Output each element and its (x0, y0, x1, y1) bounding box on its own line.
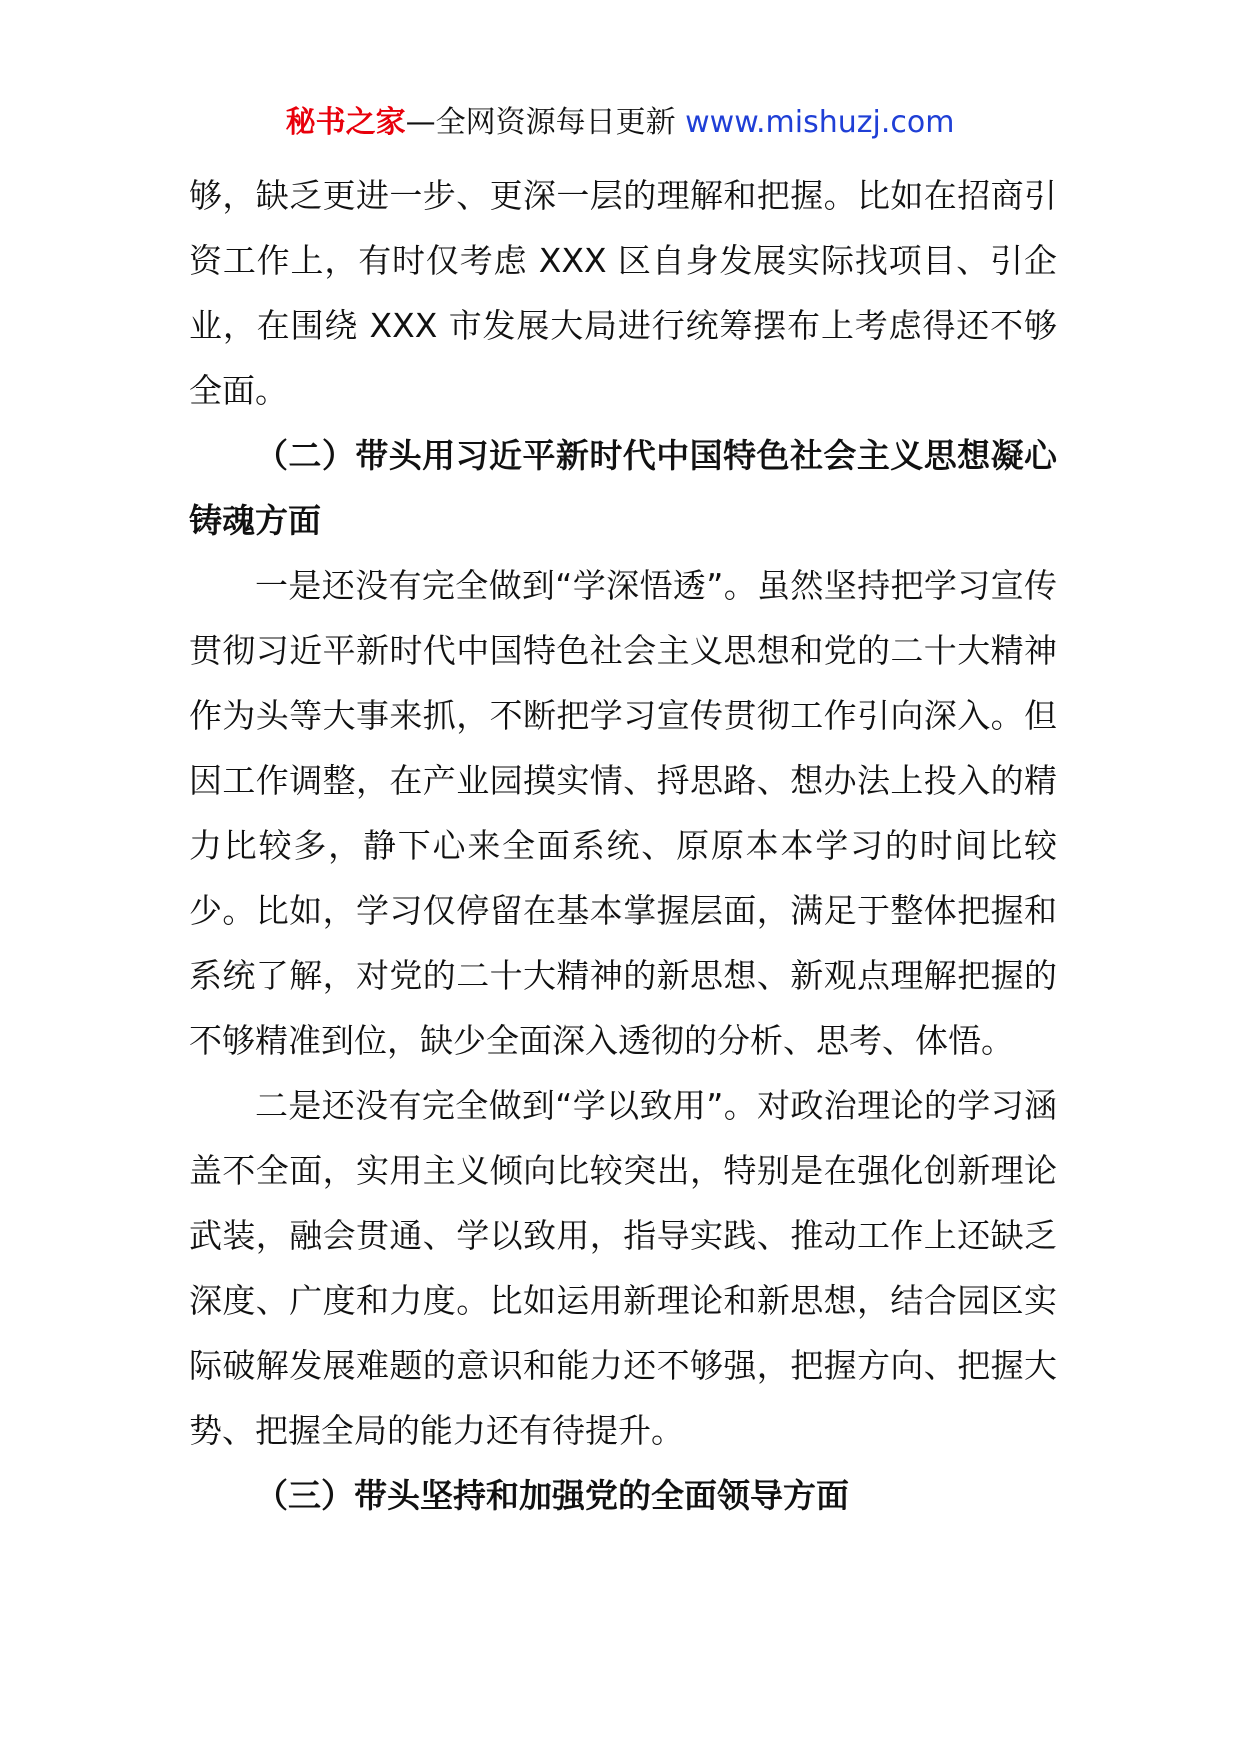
header-url[interactable]: www.mishuzj.com (685, 105, 955, 140)
paragraph-first-point: 一是还没有完全做到“学深悟透”。虽然坚持把学习宣传贯彻习近平新时代中国特色社会主义思想和党的二十大精神作为头等大事来抓，不断把学习宣传贯彻工作引向深入。但因工作调整，在产业园摸实情、捋思路、想办法上投入的精力比较多，静下心来全面系统、原原本本学习的时间比较少。比如，学习仅停留在基本掌握层面，满足于整体把握和系统了解，对党的二十大精神的新思想、新观点理解把握的不够精准到位，缺少全面深入透彻的分析、思考、体悟。 (189, 566, 1057, 1060)
brand-name: 秘书之家 (285, 105, 406, 140)
paragraph-second-point: 二是还没有完全做到“学以致用”。对政治理论的学习涵盖不全面，实用主义倾向比较突出，特别是在强化创新理论武装，融会贯通、学以致用，指导实践、推动工作上还缺乏深度、广度和力度。比如运用新理论和新思想，结合园区实际破解发展难题的意识和能力还不够强，把握方向、把握大势、把握全局的能力还有待提升。 (189, 1086, 1057, 1450)
paragraph-continued: 够，缺乏更进一步、更深一层的理解和把握。比如在招商引资工作上，有时仅考虑 XXX 区自身发展实际找项目、引企业，在围绕 XXX 市发展大局进行统筹摆布上考虑得还不够全面。 (189, 176, 1057, 410)
header-slogan: —全网资源每日更新 (405, 105, 676, 140)
document-body (189, 163, 1057, 1528)
section-heading-3: （三）带头坚持和加强党的全面领导方面 (255, 1476, 849, 1515)
section-heading-2: （二）带头用习近平新时代中国特色社会主义思想凝心铸魂方面 (189, 436, 1057, 540)
page-header-watermark (0, 100, 1240, 146)
